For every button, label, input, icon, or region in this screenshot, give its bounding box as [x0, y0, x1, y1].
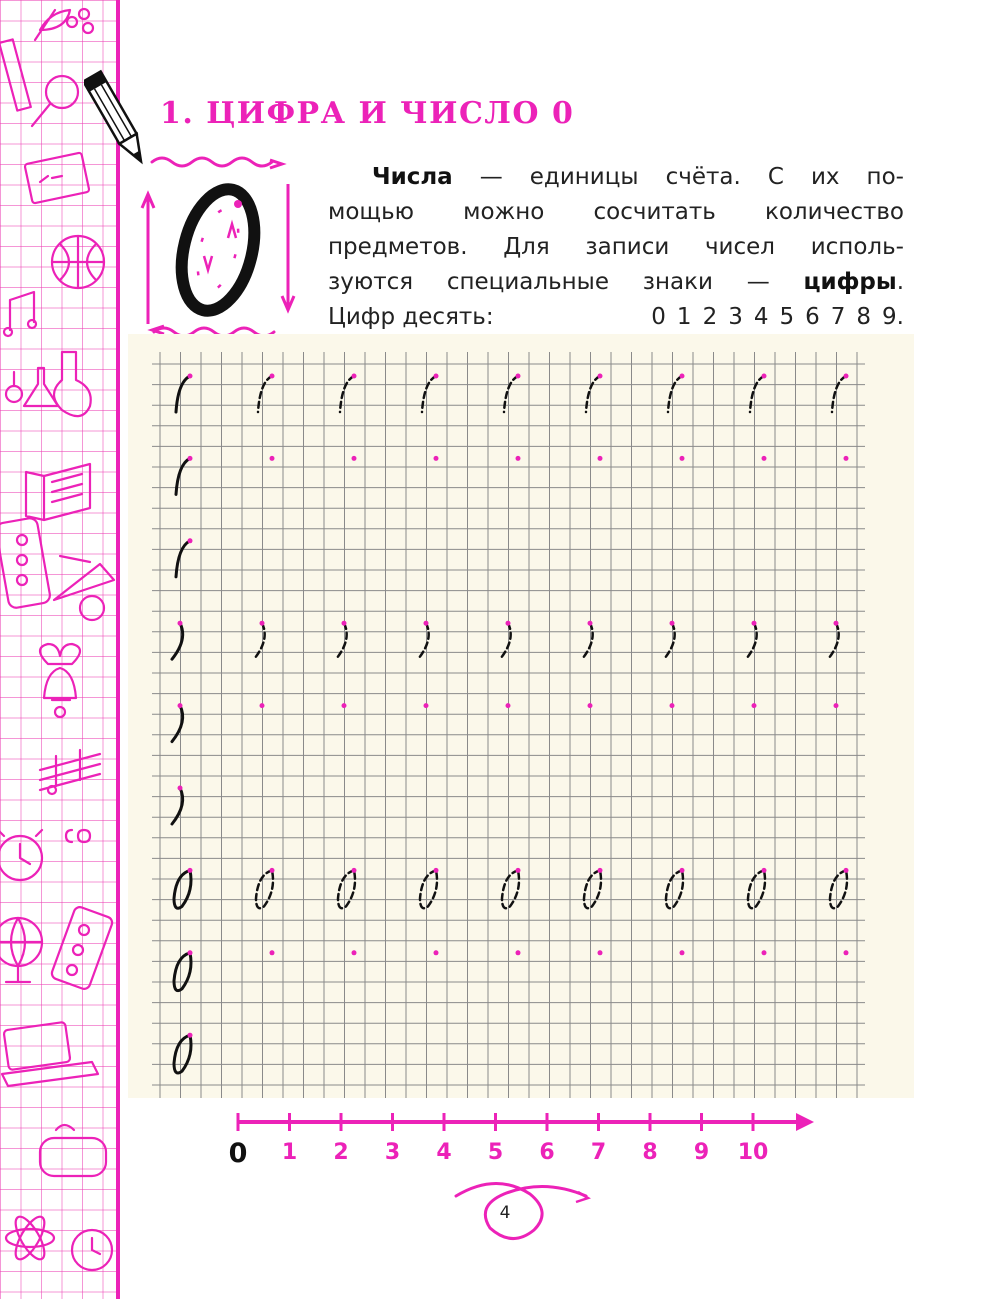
trace-stroke[interactable] — [424, 703, 429, 708]
model-stroke — [174, 1033, 193, 1073]
intro-line-5 — [328, 300, 904, 335]
number-line-label: 10 — [737, 1140, 769, 1165]
intro-line-4: зуются специальные знаки — цифры. — [328, 269, 904, 295]
page-title: 1. ЦИФРА И ЧИСЛО 0 — [160, 96, 575, 131]
trace-stroke[interactable] — [844, 950, 849, 955]
chalkboard-icon — [24, 152, 89, 203]
trace-stroke[interactable] — [664, 621, 675, 660]
trace-stroke[interactable] — [270, 456, 275, 461]
model-stroke — [174, 868, 193, 908]
trace-stroke[interactable] — [830, 868, 849, 908]
page-number: 4 — [499, 1203, 511, 1223]
intro-line-3: предметов. Для записи чисел исполь- — [328, 234, 904, 260]
trace-stroke[interactable] — [270, 950, 275, 955]
trace-stroke[interactable] — [680, 456, 685, 461]
number-line-label: 8 — [642, 1140, 658, 1165]
music-icon — [40, 750, 100, 794]
ruler-icon — [0, 39, 31, 110]
trace-stroke[interactable] — [336, 621, 347, 660]
palette-icon — [0, 517, 51, 609]
trace-stroke[interactable] — [352, 950, 357, 955]
number-line-label: 5 — [487, 1140, 504, 1165]
trace-stroke[interactable] — [762, 456, 767, 461]
trace-stroke[interactable] — [500, 621, 511, 660]
trace-stroke[interactable] — [670, 703, 675, 708]
trace-stroke[interactable] — [260, 703, 265, 708]
model-stroke — [176, 456, 193, 495]
bell-icon — [40, 644, 80, 717]
trace-stroke[interactable] — [506, 703, 511, 708]
number-line-label: 3 — [384, 1140, 401, 1165]
co2-text-icon — [66, 830, 90, 842]
trace-stroke[interactable] — [256, 868, 275, 908]
wavy-top-border — [152, 158, 272, 166]
number-line-label: 1 — [281, 1140, 298, 1165]
book-icon — [26, 464, 90, 520]
trace-stroke[interactable] — [258, 374, 275, 413]
trace-stroke[interactable] — [746, 621, 757, 660]
trace-stroke[interactable] — [340, 374, 357, 413]
trace-stroke[interactable] — [828, 621, 839, 660]
music-note-icon — [4, 292, 36, 336]
trace-stroke[interactable] — [504, 374, 521, 413]
trace-stroke[interactable] — [832, 374, 849, 413]
paint-box-icon — [50, 905, 114, 990]
trace-stroke[interactable] — [668, 374, 685, 413]
trace-stroke[interactable] — [680, 950, 685, 955]
grid-lines — [152, 352, 865, 1098]
model-stroke — [172, 703, 183, 742]
trace-stroke[interactable] — [598, 456, 603, 461]
trace-stroke[interactable] — [342, 703, 347, 708]
trace-stroke[interactable] — [338, 868, 357, 908]
trace-stroke[interactable] — [588, 703, 593, 708]
globe-icon — [0, 918, 42, 982]
trace-stroke[interactable] — [516, 950, 521, 955]
laptop-icon — [2, 1022, 98, 1086]
model-stroke — [176, 374, 193, 413]
clock-icon — [0, 830, 42, 880]
number-line-label: 2 — [333, 1140, 349, 1165]
term-numbers: Числа — [372, 164, 453, 190]
term-digits: цифры — [803, 269, 897, 295]
atom-icon — [6, 1213, 54, 1264]
trace-stroke[interactable] — [418, 621, 429, 660]
trace-stroke[interactable] — [420, 868, 439, 908]
trace-stroke[interactable] — [666, 868, 685, 908]
leaf-icon — [35, 10, 70, 40]
number-line-arrow-icon — [796, 1113, 814, 1131]
trace-stroke[interactable] — [752, 703, 757, 708]
trace-stroke[interactable] — [834, 703, 839, 708]
decorative-side-strip — [0, 0, 120, 1299]
number-line-label: 6 — [539, 1140, 555, 1165]
trace-stroke[interactable] — [584, 868, 603, 908]
trace-stroke[interactable] — [422, 374, 439, 413]
intro-line-2: мощью можно сосчитать количество — [328, 199, 904, 225]
trace-stroke[interactable] — [844, 456, 849, 461]
alarm-clock-icon — [72, 1230, 112, 1270]
model-stroke — [176, 538, 193, 577]
number-line-label: 7 — [590, 1140, 607, 1165]
intro-paragraph — [328, 160, 904, 335]
trace-stroke[interactable] — [352, 456, 357, 461]
protractor-icon — [54, 556, 114, 620]
trace-stroke[interactable] — [434, 950, 439, 955]
big-digit — [170, 182, 266, 319]
digits-list: 0 1 2 3 4 5 6 7 8 9. — [651, 304, 904, 330]
model-stroke — [174, 950, 193, 990]
trace-stroke[interactable] — [582, 621, 593, 660]
magnifier-icon — [32, 76, 78, 126]
trace-stroke[interactable] — [502, 868, 521, 908]
trace-stroke[interactable] — [750, 374, 767, 413]
model-stroke — [172, 786, 183, 825]
flask-icon — [6, 352, 91, 416]
number-line-label: 4 — [436, 1140, 452, 1165]
school-doodles — [0, 0, 116, 1299]
trace-stroke[interactable] — [434, 456, 439, 461]
number-line-label-zero: 0 — [228, 1138, 248, 1169]
intro-line-1: Числа — единицы счёта. С их по- — [328, 160, 904, 195]
flower-icon — [67, 9, 93, 33]
page-number-swirl — [448, 1176, 598, 1246]
trace-stroke[interactable] — [516, 456, 521, 461]
big-digit-zero-guide — [138, 156, 298, 340]
number-line-labels — [0, 1136, 986, 1176]
trace-stroke[interactable] — [598, 950, 603, 955]
practice-grid[interactable] — [128, 334, 914, 1098]
trace-stroke[interactable] — [748, 868, 767, 908]
basketball-icon — [52, 236, 104, 288]
trace-stroke[interactable] — [254, 621, 265, 660]
trace-stroke[interactable] — [762, 950, 767, 955]
trace-stroke[interactable] — [586, 374, 603, 413]
number-line-label: 9 — [693, 1140, 710, 1165]
digits-label: Цифр десять: — [328, 304, 494, 330]
model-stroke — [172, 621, 183, 660]
